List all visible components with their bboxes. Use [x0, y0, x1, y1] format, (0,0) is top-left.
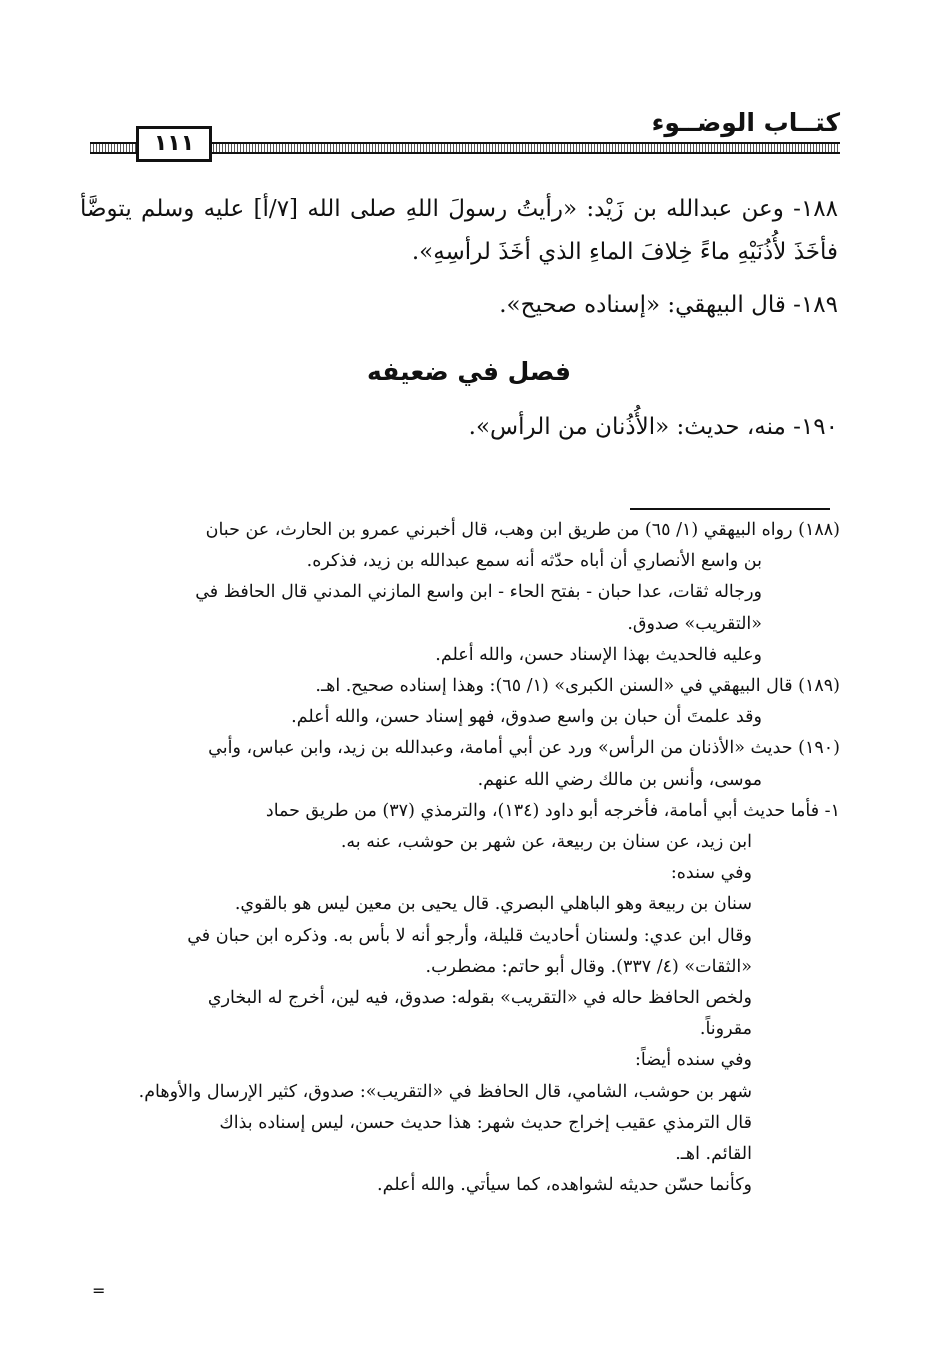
footnote-line: (١٨٨) رواه البيهقي (١/ ٦٥) من طريق ابن وهب، قال أخبرني عمرو بن الحارث، عن حبان [205, 520, 840, 540]
footnote-line: وعليه فالحديث بهذا الإسناد حسن، والله أعلم. [435, 644, 762, 665]
footnote-line: قال الترمذي عقيب إخراج حديث شهر: هذا حديث حسن، ليس إسناده بذاك [219, 1112, 752, 1133]
footnote-line: ١- فأما حديث أبي أمامة، فأخرجه أبو داود (١٣٤)، والترمذي (٣٧) من طريق حماد [265, 800, 840, 821]
continuation-mark: = [92, 1281, 106, 1300]
page-header [90, 100, 840, 160]
footnotes [88, 515, 840, 1201]
footnote-line: وكأنما حسّن حديثه لشواهده، كما سيأتي. والله أعلم. [377, 1175, 752, 1196]
footnote-line: مقروناً. [699, 1019, 752, 1040]
footnote-line: وفي سنده أيضاً: [635, 1050, 752, 1071]
footnote-line: وقد علمتَ أن حبان بن واسع صدوق، فهو إسناد حسن، والله أعلم. [291, 707, 762, 728]
section-title: فصل في ضعيفه [366, 357, 572, 386]
footnote-line: (١٩٠) حديث «الأذنان من الرأس» ورد عن أبي أمامة، وعبدالله بن زيد، وابن عباس، وأبي [208, 738, 840, 759]
footnote-line: شهر بن حوشب، الشامي، قال الحافظ في «التقريب»: صدوق، كثير الإرسال والأوهام. [138, 1081, 752, 1102]
footnote-line: وفي سنده: [670, 863, 752, 884]
footnote-line: (١٨٩) قال البيهقي في «السنن الكبرى» (١/ ٦٥): وهذا إسناده صحيح. اهـ. [315, 676, 840, 697]
footnote-line: القائم. اهـ. [675, 1144, 752, 1165]
footnote-line: «الثقات» (٤/ ٣٣٧). وقال أبو حاتم: مضطرب. [425, 956, 752, 977]
footnote-line: «التقريب» صدوق. [627, 613, 762, 634]
hadith-189: ١٨٩- قال البيهقي: «إسناده صحيح». [499, 292, 838, 318]
main-text [80, 188, 838, 449]
footnote-line: ابن زيد، عن سنان بن ربيعة، عن شهر بن حوشب، عنه به. [340, 832, 752, 853]
footnote-line: وقال ابن عدي: ولسنان أحاديث قليلة، وأرجو أنه لا بأس به. وذكره ابن حبان في [187, 925, 752, 946]
footnote-line: ورجاله ثقات، عدا حبان - بفتح الحاء - ابن واسع المازني المدني قال الحافظ في [195, 582, 762, 603]
footnote-line: ولخص الحافظ حاله في «التقريب» بقوله: صدوق، فيه لين، أخرج له البخاري [207, 988, 752, 1009]
footnote-line: موسى، وأنس بن مالك رضي الله عنهم. [477, 769, 762, 790]
footnote-separator [630, 508, 830, 510]
footnote-line: بن واسع الأنصاري أن أباه حدّثه أنه سمع عبدالله بن زيد، فذكره. [306, 551, 762, 572]
page-number: ١١١ [136, 126, 212, 162]
hadith-188: ١٨٨- وعن عبدالله بن زَيْد: «رأيتُ رسولَ اللهِ صلى الله [٧/أ] عليه وسلم يتوضَّأ فأخَذَ لأُذُنَيْهِ ماءً خِلافَ الماءِ الذي أخَذَ لرأسِهِ». [80, 196, 839, 265]
footnote-line: سنان بن ربيعة وهو الباهلي البصري. قال يحيى بن معين ليس هو بالقوي. [234, 894, 752, 915]
book-title: كتــاب الوضــوء [651, 108, 840, 137]
hadith-190: ١٩٠- منه، حديث: «الأُذُنان من الرأس». [468, 414, 838, 440]
